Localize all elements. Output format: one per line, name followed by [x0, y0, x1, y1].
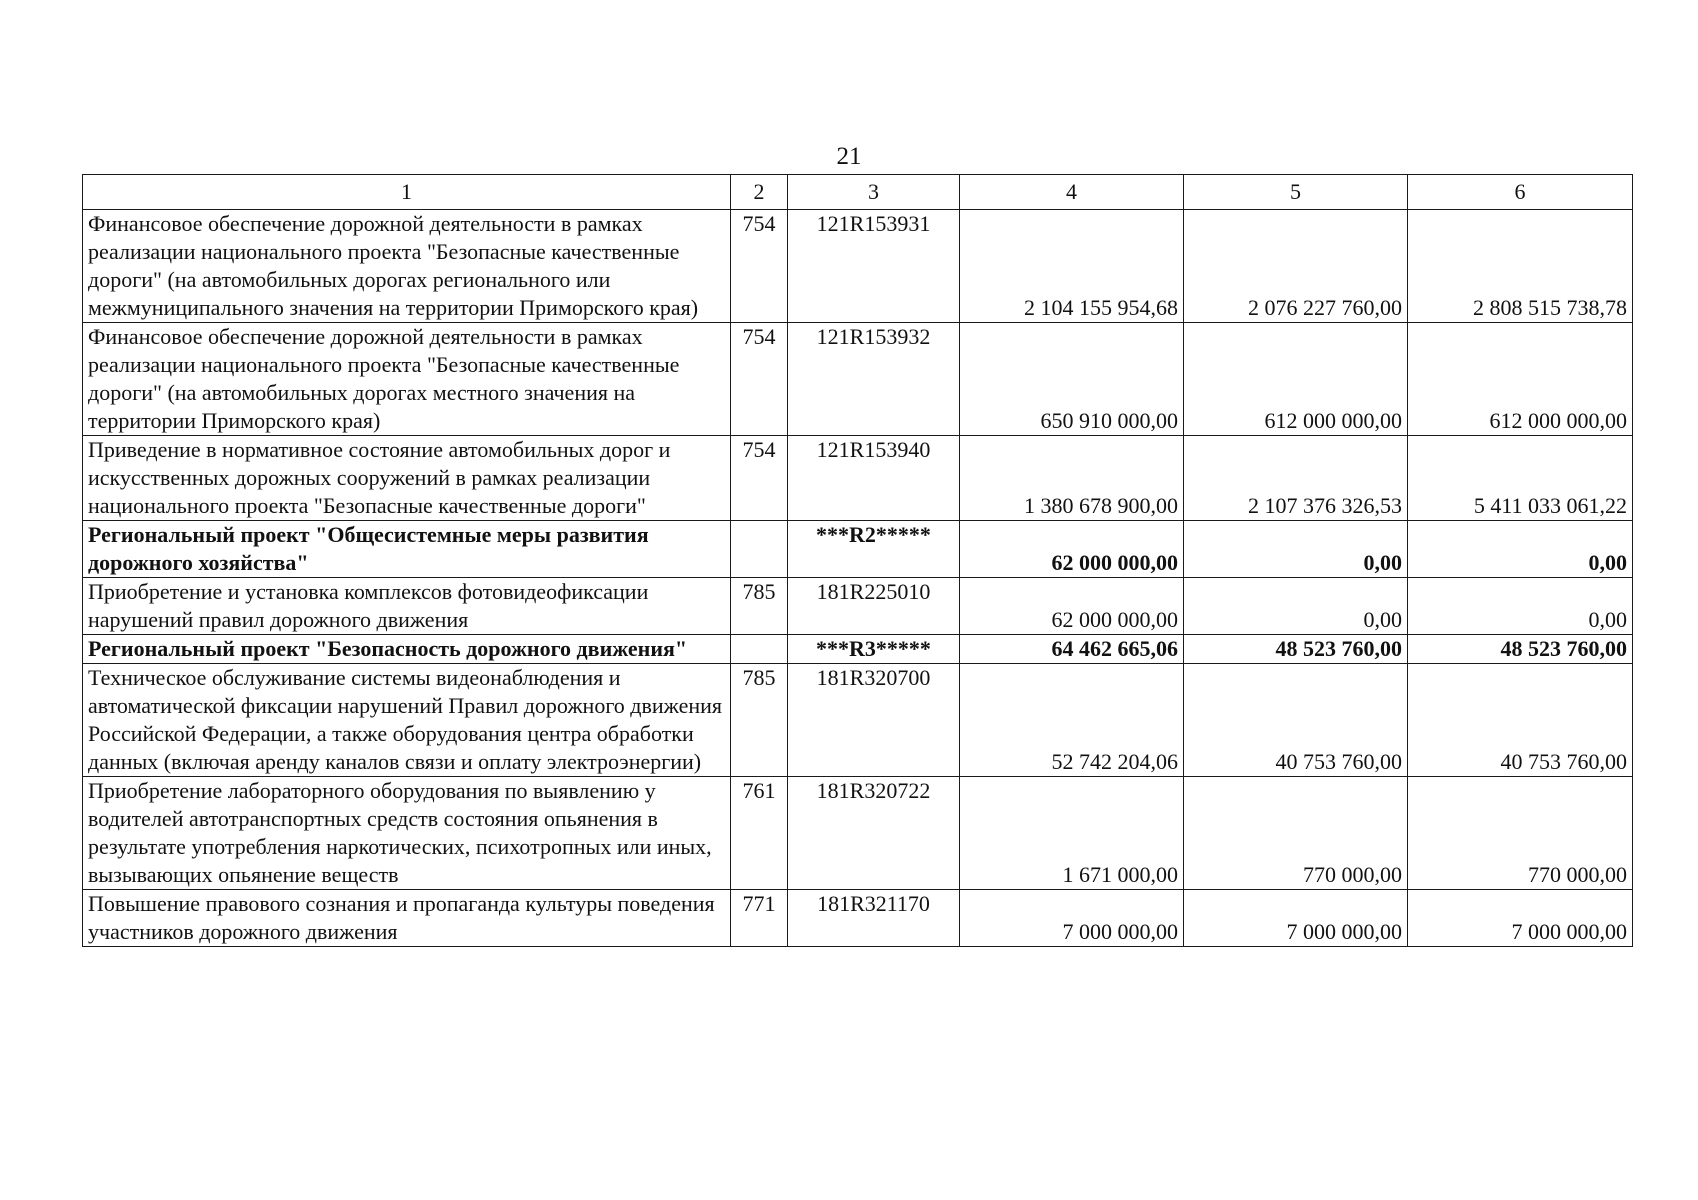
table-header-row	[83, 175, 1633, 210]
amount-col-6: 48 523 760,00	[1408, 635, 1633, 664]
item-name: Финансовое обеспечение дорожной деятельности в рамках реализации национального проекта "Безопасные качественные дороги" (на автомобильных дорогах местного значения на территории Приморского края)	[83, 323, 731, 436]
amount-col-6: 7 000 000,00	[1408, 890, 1633, 947]
amount-col-6: 0,00	[1408, 521, 1633, 578]
amount-col-4: 52 742 204,06	[960, 664, 1184, 777]
table-row	[83, 210, 1633, 323]
budget-code: 181R225010	[788, 578, 960, 635]
amount-col-5: 2 076 227 760,00	[1184, 210, 1408, 323]
amount-col-5: 2 107 376 326,53	[1184, 436, 1408, 521]
budget-table	[82, 174, 1633, 947]
amount-col-6: 5 411 033 061,22	[1408, 436, 1633, 521]
item-name: Приведение в нормативное состояние автомобильных дорог и искусственных дорожных сооружений в рамках реализации национального проекта "Безопасные качественные дороги"	[83, 436, 731, 521]
table-row	[83, 436, 1633, 521]
column-header: 2	[731, 175, 788, 210]
ministry-code	[731, 635, 788, 664]
item-name: Региональный проект "Безопасность дорожного движения"	[83, 635, 731, 664]
budget-code: 121R153940	[788, 436, 960, 521]
ministry-code: 754	[731, 323, 788, 436]
amount-col-6: 0,00	[1408, 578, 1633, 635]
section-row	[83, 521, 1633, 578]
item-name: Приобретение лабораторного оборудования по выявлению у водителей автотранспортных средств состояния опьянения в результате употребления наркотических, психотропных или иных, вызывающих опьянение веществ	[83, 777, 731, 890]
column-header: 4	[960, 175, 1184, 210]
column-header: 3	[788, 175, 960, 210]
amount-col-4: 62 000 000,00	[960, 521, 1184, 578]
budget-code: 181R321170	[788, 890, 960, 947]
table-row	[83, 323, 1633, 436]
amount-col-4: 650 910 000,00	[960, 323, 1184, 436]
amount-col-6: 612 000 000,00	[1408, 323, 1633, 436]
item-name: Техническое обслуживание системы видеонаблюдения и автоматической фиксации нарушений Правил дорожного движения Российской Федерации, а также оборудования центра обработки данных (включая аренду каналов связи и оплату электроэнергии)	[83, 664, 731, 777]
table-row	[83, 578, 1633, 635]
amount-col-5: 48 523 760,00	[1184, 635, 1408, 664]
amount-col-4: 7 000 000,00	[960, 890, 1184, 947]
item-name: Региональный проект "Общесистемные меры развития дорожного хозяйства"	[83, 521, 731, 578]
amount-col-6: 2 808 515 738,78	[1408, 210, 1633, 323]
amount-col-5: 40 753 760,00	[1184, 664, 1408, 777]
amount-col-5: 7 000 000,00	[1184, 890, 1408, 947]
table-row	[83, 890, 1633, 947]
item-name: Повышение правового сознания и пропаганда культуры поведения участников дорожного движения	[83, 890, 731, 947]
budget-code: 121R153931	[788, 210, 960, 323]
budget-code: 181R320722	[788, 777, 960, 890]
amount-col-6: 40 753 760,00	[1408, 664, 1633, 777]
budget-code: 121R153932	[788, 323, 960, 436]
budget-code: ***R2*****	[788, 521, 960, 578]
amount-col-5: 0,00	[1184, 578, 1408, 635]
amount-col-5: 612 000 000,00	[1184, 323, 1408, 436]
ministry-code: 771	[731, 890, 788, 947]
amount-col-4: 2 104 155 954,68	[960, 210, 1184, 323]
ministry-code	[731, 521, 788, 578]
ministry-code: 761	[731, 777, 788, 890]
page-number: 21	[836, 143, 862, 170]
amount-col-4: 62 000 000,00	[960, 578, 1184, 635]
item-name: Финансовое обеспечение дорожной деятельности в рамках реализации национального проекта "Безопасные качественные дороги" (на автомобильных дорогах регионального или межмуниципального значения на территории Приморского края)	[83, 210, 731, 323]
amount-col-4: 64 462 665,06	[960, 635, 1184, 664]
ministry-code: 754	[731, 210, 788, 323]
amount-col-4: 1 671 000,00	[960, 777, 1184, 890]
amount-col-5: 770 000,00	[1184, 777, 1408, 890]
item-name: Приобретение и установка комплексов фотовидеофиксации нарушений правил дорожного движения	[83, 578, 731, 635]
ministry-code: 785	[731, 578, 788, 635]
ministry-code: 785	[731, 664, 788, 777]
amount-col-6: 770 000,00	[1408, 777, 1633, 890]
amount-col-5: 0,00	[1184, 521, 1408, 578]
ministry-code: 754	[731, 436, 788, 521]
table-row	[83, 777, 1633, 890]
column-header: 5	[1184, 175, 1408, 210]
section-row	[83, 635, 1633, 664]
budget-code: ***R3*****	[788, 635, 960, 664]
budget-code: 181R320700	[788, 664, 960, 777]
column-header: 6	[1408, 175, 1633, 210]
amount-col-4: 1 380 678 900,00	[960, 436, 1184, 521]
table-row	[83, 664, 1633, 777]
column-header: 1	[83, 175, 731, 210]
